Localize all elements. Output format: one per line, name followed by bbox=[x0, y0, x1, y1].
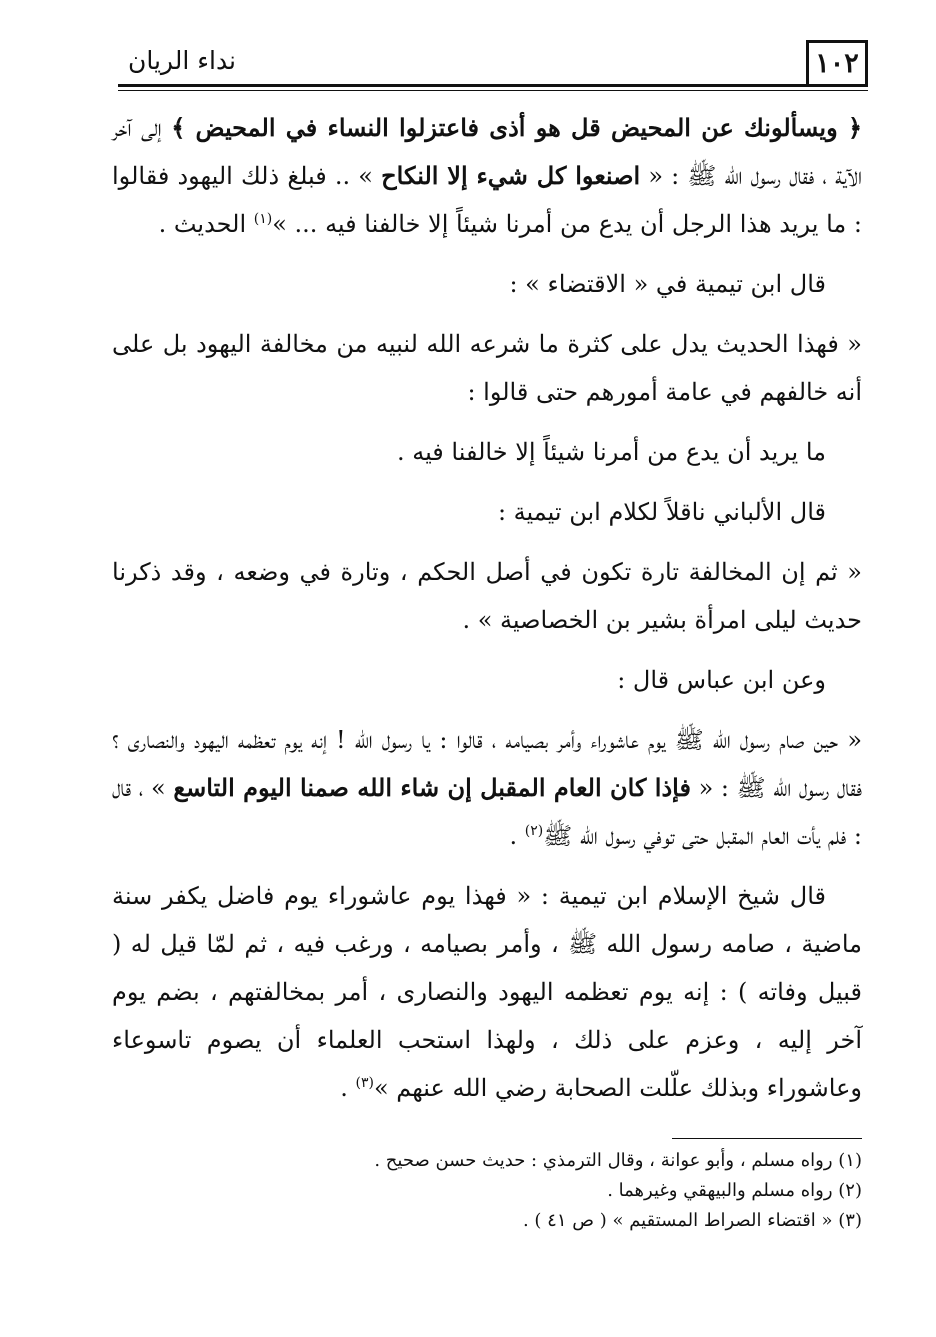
footnote-ref: (٢) bbox=[524, 823, 544, 839]
main-text bbox=[112, 104, 862, 1124]
header-rule bbox=[118, 84, 868, 87]
paragraph bbox=[112, 428, 862, 476]
paragraph bbox=[112, 320, 862, 416]
bold-quote: فإذا كان العام المقبل إن شاء الله صمنا اليوم التاسع bbox=[173, 773, 691, 802]
footnote-ref: (١) bbox=[253, 211, 273, 227]
footnote-item: (٣) « اقتضاء الصراط المستقيم » ( ص ٤١ ) . bbox=[522, 1210, 862, 1231]
text-run: » .. فبلغ ذلك اليهود فقالوا : ما يريد هذا الرجل أن يدع من أمرنا شيئاً إلا خالفنا فيه ... » bbox=[112, 162, 862, 238]
bold-quote: ﴿ ويسألونك عن المحيض قل هو أذى فاعتزلوا النساء في المحيض ﴾ bbox=[171, 113, 863, 142]
text-run: قال الألباني ناقلاً لكلام ابن تيمية : bbox=[497, 498, 826, 526]
text-run: . bbox=[340, 1074, 356, 1102]
text-run: « حين صام رسول الله ﷺ يوم عاشوراء وأمر بصيامه ، قالوا : يا رسول الله ! إنه يوم تعظمه اليهود والنصارى ؟ فقال رسول الله ﷺ : « bbox=[112, 726, 863, 802]
footnotes bbox=[112, 1146, 862, 1236]
running-title: نداء الريان bbox=[128, 46, 237, 75]
footnote-ref: (٣) bbox=[355, 1075, 374, 1091]
paragraph bbox=[112, 872, 862, 1112]
footnote-item: (١) رواه مسلم ، وأبو عوانة ، وقال الترمذي : حديث حسن صحيح . bbox=[374, 1150, 862, 1171]
bold-quote: اصنعوا كل شيء إلا النكاح bbox=[381, 161, 641, 190]
paragraph bbox=[112, 104, 862, 248]
paragraph bbox=[112, 488, 862, 536]
paragraph bbox=[112, 656, 862, 704]
footnote-item: (٢) رواه مسلم والبيهقي وغيرهما . bbox=[607, 1180, 862, 1201]
text-run: « فهذا الحديث يدل على كثرة ما شرعه الله لنبيه من مخالفة اليهود بل على أنه خالفهم في عامة أمورهم حتى قالوا : bbox=[112, 330, 862, 406]
page-header bbox=[118, 40, 868, 96]
paragraph bbox=[112, 716, 862, 860]
text-run: » ، قال : فلم يأت العام المقبل حتى توفي رسول الله ﷺ bbox=[112, 774, 862, 850]
page-number: ١٠٢ bbox=[806, 40, 868, 84]
text-run: قال شيخ الإسلام ابن تيمية : « فهذا يوم عاشوراء يوم فاضل يكفر سنة ماضية ، صامه رسول الله ﷺ ، وأمر بصيامه ، ورغب فيه ، ثم لمّا قيل له ( قبيل وفاته ) : إنه يوم تعظمه اليهود والنصارى ، أمر بمخالفتهم ، بضم يوم آخر إليه ، وعزم على ذلك ، ولهذا استحب العلماء أن يصوم تاسوعاء وعاشوراء وبذلك علّلت الصحابة رضي الله عنهم » bbox=[112, 882, 862, 1102]
paragraph bbox=[112, 260, 862, 308]
header-rule-thin bbox=[118, 90, 868, 91]
paragraph bbox=[112, 548, 862, 644]
text-run: إلى آخر الآية ، فقال رسول الله ﷺ : « bbox=[112, 114, 862, 190]
text-run: الحديث . bbox=[158, 210, 254, 238]
text-run: قال ابن تيمية في « الاقتضاء » : bbox=[509, 270, 826, 298]
text-run: ما يريد أن يدع من أمرنا شيئاً إلا خالفنا فيه . bbox=[396, 438, 826, 466]
text-run: « ثم إن المخالفة تارة تكون في أصل الحكم ، وتارة في وضعه ، وقد ذكرنا حديث ليلى امرأة بشير بن الخصاصية » . bbox=[112, 558, 862, 634]
footnote-separator bbox=[672, 1138, 862, 1139]
text-run: . bbox=[509, 822, 525, 850]
text-run: وعن ابن عباس قال : bbox=[617, 666, 826, 694]
